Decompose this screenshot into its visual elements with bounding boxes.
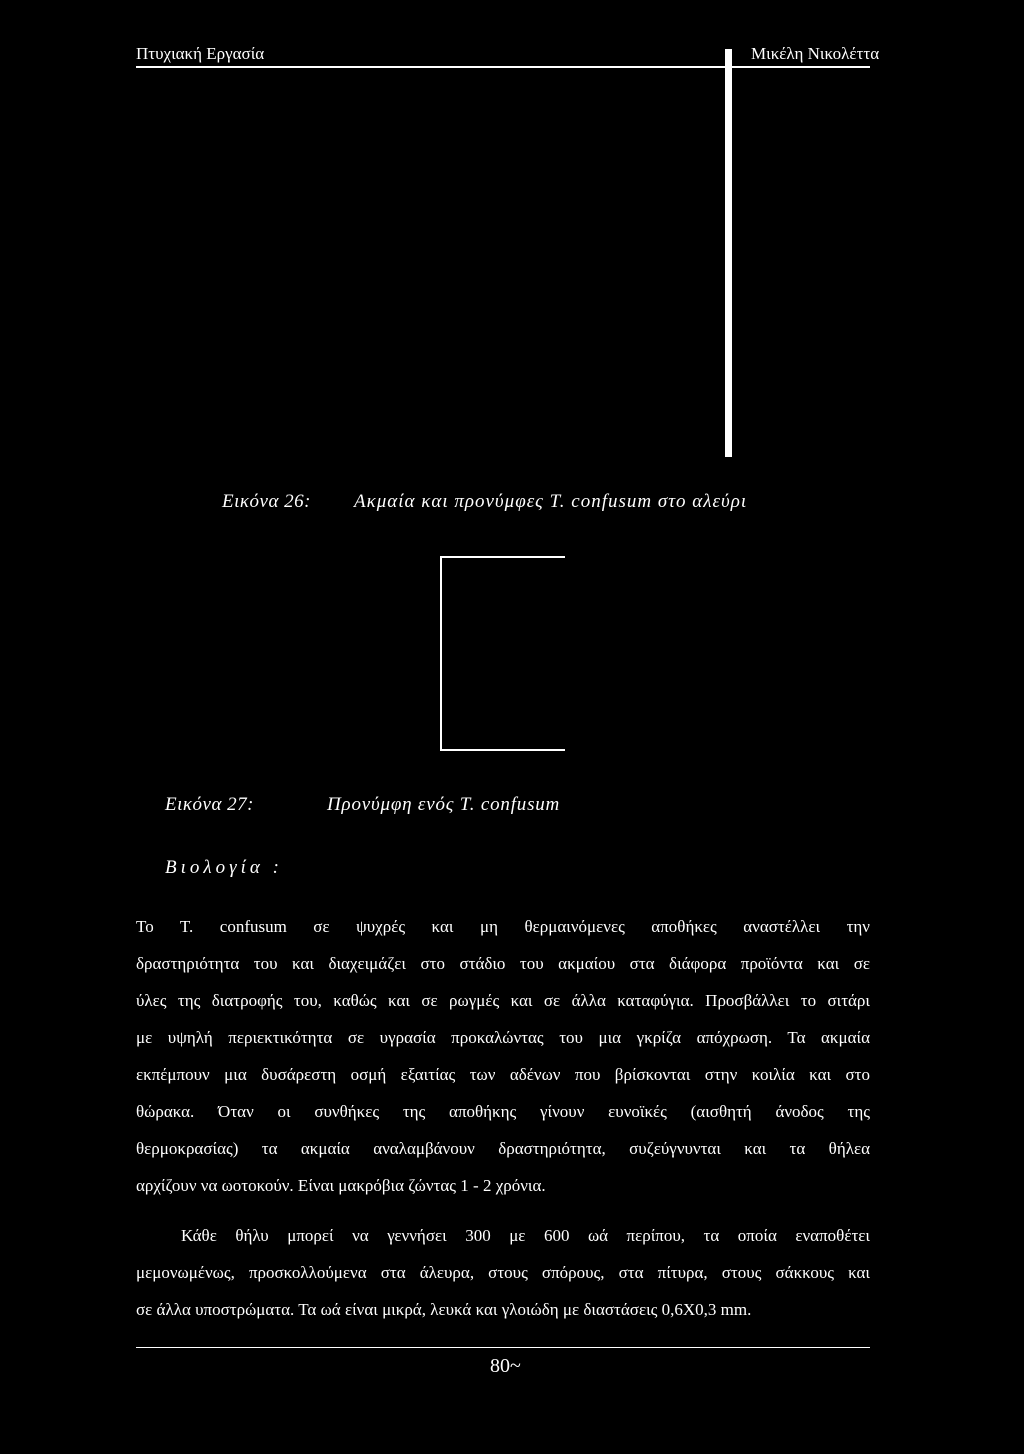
- header-divider: [136, 66, 870, 68]
- paragraph-line: αρχίζουν να ωοτοκούν. Είναι μακρόβια ζώντας 1 - 2 χρόνια.: [136, 1176, 546, 1195]
- figure-27-image: [440, 556, 565, 751]
- page-number: 80~: [490, 1355, 521, 1377]
- paragraph-line: σε άλλα υποστρώματα. Τα ωά είναι μικρά, λευκά και γλοιώδη με διαστάσεις 0,6Χ0,3 mm.: [136, 1300, 752, 1319]
- section-heading: Βιολογία :: [165, 857, 283, 878]
- paragraph-line: Το Τ. confusum σε ψυχρές και μη θερμαινόμενες αποθήκες αναστέλλει την: [136, 917, 870, 936]
- paragraph-line: θερμοκρασίας) τα ακμαία αναλαμβάνουν δραστηριότητα, συζεύγνυνται και τα θήλεα: [136, 1139, 870, 1158]
- header-author: Μικέλη Νικολέττα: [751, 44, 880, 63]
- figure-26-label: Εικόνα 26:: [222, 491, 311, 512]
- figure-27-label: Εικόνα 27:: [165, 794, 254, 815]
- paragraph-eggs: [136, 1217, 870, 1328]
- figure-26-caption: Ακμαία και προνύμφες T. confusum στο αλεύρι: [354, 491, 748, 512]
- footer-divider: [136, 1347, 870, 1348]
- paragraph-line: θώρακα. Όταν οι συνθήκες της αποθήκης γίνουν ευνοϊκές (αισθητή άνοδος της: [136, 1102, 870, 1121]
- figure-27-caption: Προνύμφη ενός T. confusum: [327, 794, 561, 815]
- paragraph-line: ύλες της διατροφής του, καθώς και σε ρωγμές και σε άλλα καταφύγια. Προσβάλλει το σιτάρι: [136, 991, 870, 1010]
- paragraph-line: Κάθε θήλυ μπορεί να γεννήσει 300 με 600 ωά περίπου, τα οποία εναποθέτει: [181, 1226, 870, 1245]
- figure-26-image: [725, 49, 732, 457]
- paragraph-line: δραστηριότητα του και διαχειμάζει στο στάδιο του ακμαίου στα διάφορα προϊόντα και σε: [136, 954, 870, 973]
- paragraph-biology: [136, 908, 870, 1204]
- paragraph-line: με υψηλή περιεκτικότητα σε υγρασία προκαλώντας του μια γκρίζα απόχρωση. Τα ακμαία: [136, 1028, 870, 1047]
- paragraph-line: μεμονωμένως, προσκολλούμενα στα άλευρα, στους σπόρους, στα πίτυρα, στους σάκκους και: [136, 1263, 870, 1282]
- header-title: Πτυχιακή Εργασία: [136, 44, 265, 63]
- paragraph-line: εκπέμπουν μια δυσάρεστη οσμή εξαιτίας των αδένων που βρίσκονται στην κοιλία και στο: [136, 1065, 870, 1084]
